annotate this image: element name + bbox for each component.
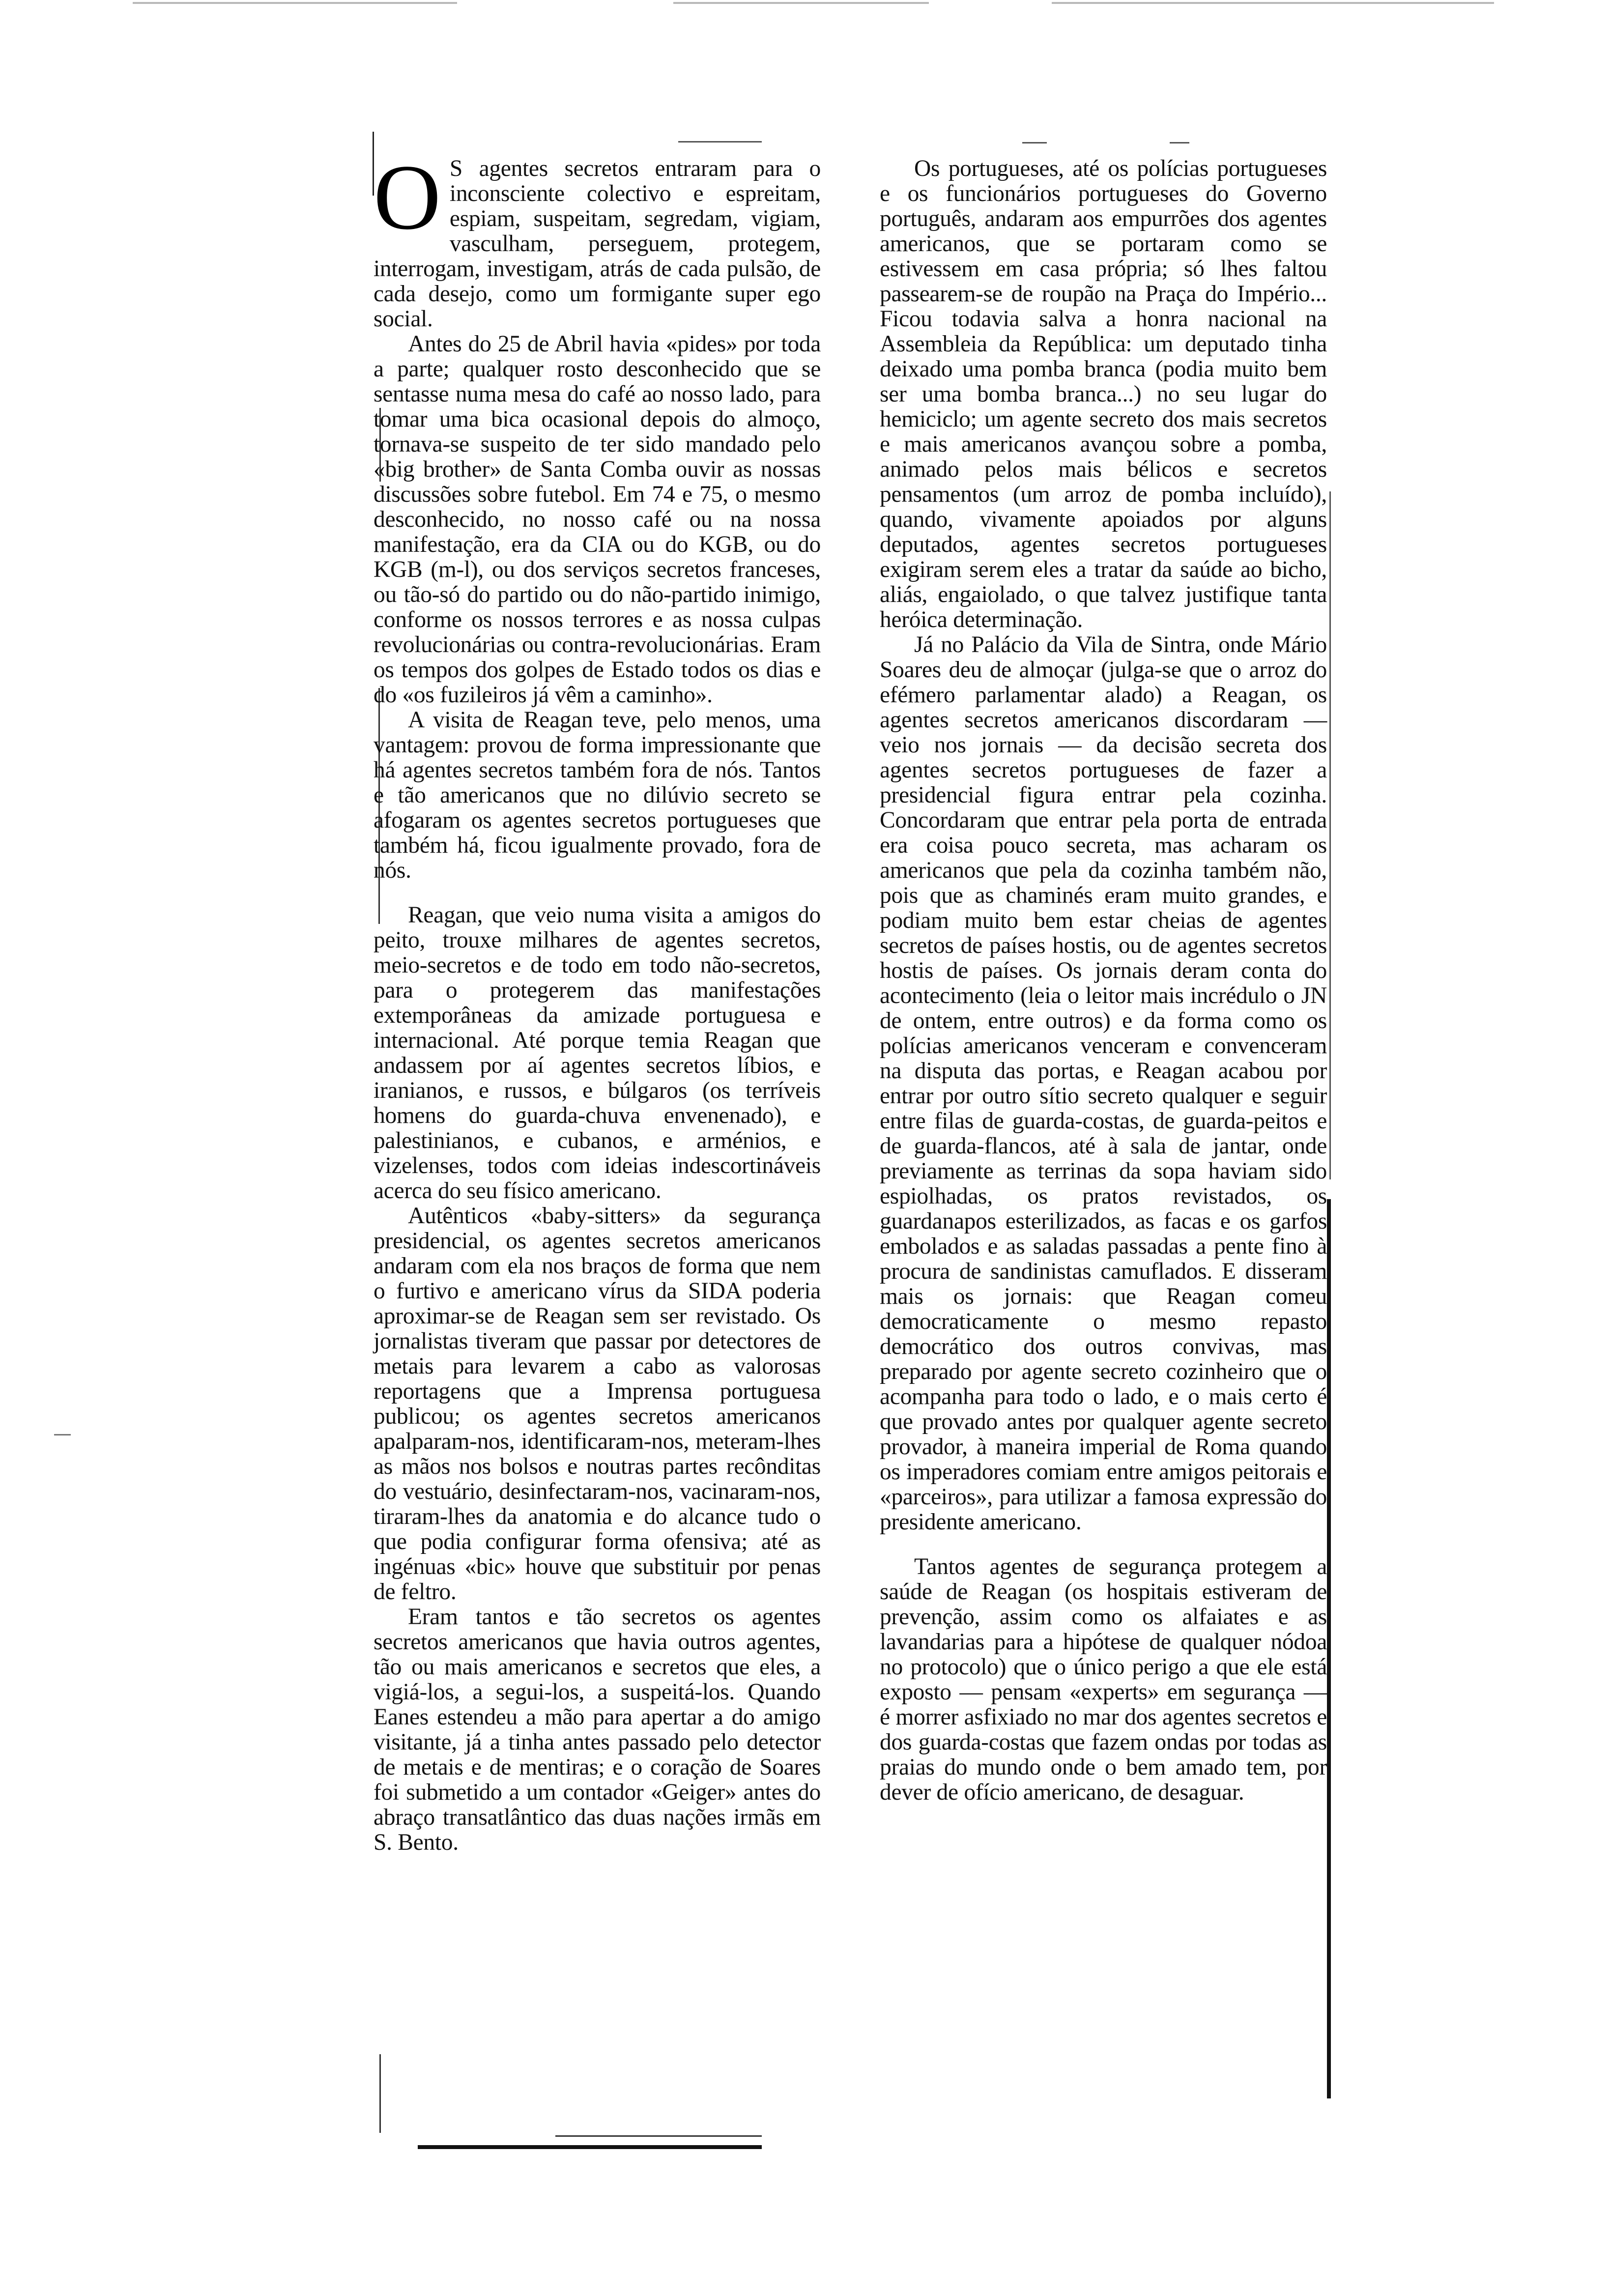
article-column-right (880, 156, 1327, 1805)
paragraph: Autênticos «baby-sitters» da segurança presidencial, os agentes secretos americanos andaram com ela nos braços de forma que nem o furtivo e americano vírus da SIDA poderia aproximar-se de Reagan sem ser revistado. Os jornalistas tiveram que passar por detectores de metais para levarem a cabo as valorosas reportagens que a Imprensa portuguesa publicou; os agentes secretos americanos apalparam-nos, identificaram-nos, meteram-lhes as mãos nos bolsos e noutras partes recônditas do vestuário, desinfectaram-nos, vacinaram-nos, tiraram-lhes da anatomia e do alcance tudo o que podia configurar forma ofensiva; até as ingénuas «bic» houve que substituir por penas de feltro. (374, 1203, 821, 1605)
top-rule-left (133, 2, 457, 4)
paragraph (374, 146, 821, 332)
column-edge-line (1329, 491, 1331, 1179)
paragraph-text: S agentes secretos entraram para o inconsciente colectivo e espreitam, espiam, suspeitam, segredam, vigiam, vasculham, perseguem, protegem, interrogam, investigam, atrás de cada pulsão, de cada desejo, como um formigante super ego social. (374, 156, 821, 332)
end-rule-thin (555, 2135, 762, 2137)
paragraph: A visita de Reagan teve, pelo menos, uma vantagem: provou de forma impressionante que há agentes secretos também fora de nós. Tantos e tão americanos que no dilúvio secreto se afogaram os agentes secretos portugueses que também há, ficou igualmente provado, fora de nós. (374, 707, 821, 883)
top-dash (678, 141, 762, 143)
column-edge-bar (1327, 1199, 1331, 2098)
paragraph: Eram tantos e tão secretos os agentes secretos americanos que havia outros agentes, tão ou mais americanos e secretos que eles, a vigiá-los, a segui-los, a suspeitá-los. Quando Eanes estendeu a mão para apertar a do amigo visitante, já a tinha antes passado pelo detector de metais e de mentiras; e o coração de Soares foi submetido a um contador «Geiger» antes do abraço transatlântico das duas nações irmãs em S. Bento. (374, 1604, 821, 1855)
end-rule (418, 2145, 762, 2149)
top-rule-right (1052, 2, 1494, 4)
top-dash (1170, 142, 1189, 144)
drop-cap: O (374, 146, 441, 249)
paragraph: Tantos agentes de segurança protegem a saúde de Reagan (os hospitais estiveram de prevenção, assim como os alfaiates e as lavandarias para a hipótese de qualquer nódoa no protocolo) que o único perigo a que ele está exposto — pensam «experts» em segurança — é morrer asfixiado no mar dos agentes secretos e dos guarda-costas que fazem ondas por todas as praias do mundo onde o bem amado tem, por dever de ofício americano, de desaguar. (880, 1554, 1327, 1805)
article-column-left (374, 146, 821, 1855)
clipping-edge-mark (379, 2054, 381, 2133)
paragraph: Reagan, que veio numa visita a amigos do peito, trouxe milhares de agentes secretos, meio-secretos e de todo em todo não-secretos, para o protegerem das manifestações extemporâneas da amizade portuguesa e internacional. Até porque temia Reagan que andassem por aí agentes secretos líbios, e iranianos, e russos, e búlgaros (os terríveis homens do guarda-chuva envenenado), e palestinianos, e cubanos, e arménios, e vizelenses, todos com ideias indescortináveis acerca do seu físico americano. (374, 902, 821, 1204)
paragraph: Já no Palácio da Vila de Sintra, onde Mário Soares deu de almoçar (julga-se que o arroz do efémero parlamentar alado) a Reagan, os agentes secretos americanos discordaram — veio nos jornais — da decisão secreta dos agentes secretos portugueses de fazer a presidencial figura entrar pela cozinha. Concordaram que entrar pela porta de entrada era coisa pouco secreta, mas acharam os americanos que pela da cozinha também não, pois que as chaminés eram muito grandes, e podiam muito bem estar cheias de agentes secretos de países hostis, ou de agentes secretos hostis de países. Os jornais deram conta do acontecimento (leia o leitor mais incrédulo o JN de ontem, entre outros) e da forma como os polícias americanos venceram e convenceram na disputa das portas, e Reagan acabou por entrar por outro sítio secreto qualquer e seguir entre filas de guarda-costas, de guarda-peitos e de guarda-flancos, até à sala de jantar, onde previamente as terrinas da sopa haviam sido espiolhadas, os pratos revistados, os guardanapos esterilizados, as facas e os garfos embolados e as saladas passadas a pente fino à procura de sandinistas camuflados. E disseram mais os jornais: que Reagan comeu democraticamente o mesmo repasto democrático dos outros convivas, mas preparado por agente secreto cozinheiro que o acompanha para todo o lado, e o mais certo é que provado antes por qualquer agente secreto provador, à maneira imperial de Roma quando os imperadores comiam entre amigos peitorais e «parceiros», para utilizar a famosa expressão do presidente americano. (880, 632, 1327, 1535)
top-rule-middle (673, 2, 929, 4)
paragraph: Antes do 25 de Abril havia «pides» por toda a parte; qualquer rosto desconhecido que se sentasse numa mesa do café ao nosso lado, para tomar uma bica ocasional depois do almoço, tornava-se suspeito de ter sido mandado pelo «big brother» de Santa Comba ouvir as nossas discussões sobre futebol. Em 74 e 75, o mesmo desconhecido, no nosso café ou na nossa manifestação, era da CIA ou do KGB, ou do KGB (m-l), ou dos serviços secretos franceses, ou tão-só do partido ou do não-partido inimigo, conforme os nossos terrores e as nossa culpas revolucionárias ou contra-revolucionárias. Eram os tempos dos golpes de Estado todos os dias e do «os fuzileiros já vêm a caminho». (374, 331, 821, 708)
margin-dash (54, 1434, 71, 1435)
paragraph: Os portugueses, até os polícias portugueses e os funcionários portugueses do Governo português, andaram aos empurrões dos agentes americanos, que se portaram como se estivessem em casa própria; só lhes faltou passearem-se de roupão na Praça do Império... Ficou todavia salva a honra nacional na Assembleia da República: um deputado tinha deixado uma pomba branca (podia muito bem ser uma bomba branca...) no seu lugar do hemiciclo; um agente secreto dos mais secretos e mais americanos avançou sobre a pomba, animado pelos mais bélicos e secretos pensamentos (um arroz de pomba incluído), quando, vivamente apoiados por alguns deputados, agentes secretos portugueses exigiram serem eles a tratar da saúde ao bicho, aliás, engaiolado, o que talvez justifique tanta heróica determinação. (880, 156, 1327, 632)
top-dash (1022, 142, 1047, 144)
